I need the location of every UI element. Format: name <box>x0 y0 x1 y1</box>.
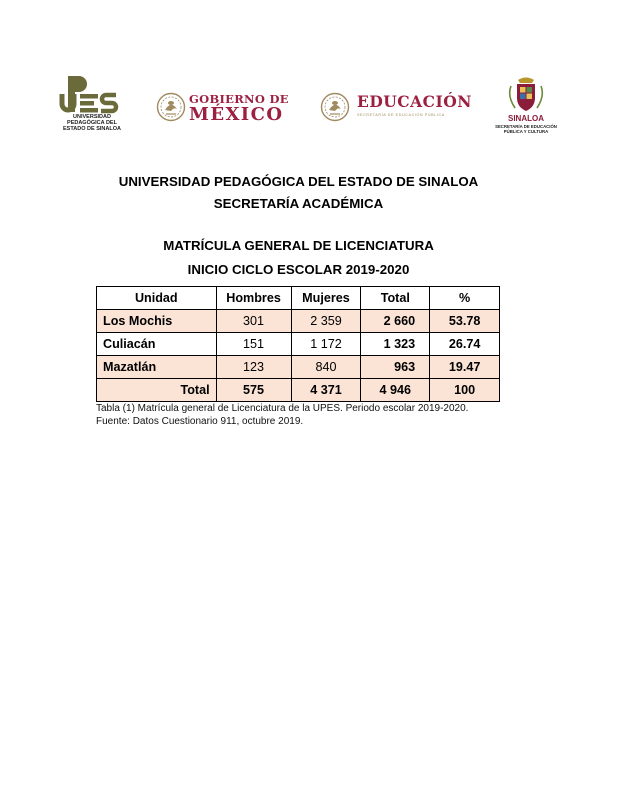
cell-pct: 19.47 <box>430 356 500 379</box>
upes-mark-icon <box>58 74 126 114</box>
cell-total-label: Total <box>97 379 217 402</box>
sinaloa-sub-2: PÚBLICA Y CULTURA <box>503 129 549 134</box>
upes-text-2: PEDAGÓGICA DEL <box>67 120 117 126</box>
cell-pct: 26.74 <box>430 333 500 356</box>
column-header-unidad: Unidad <box>97 287 217 310</box>
cell-mujeres: 840 <box>291 356 361 379</box>
cell-unidad: Mazatlán <box>97 356 217 379</box>
upes-text-1: UNIVERSIDAD <box>73 114 111 120</box>
eagle-seal-icon <box>156 90 186 124</box>
cell-total-hombres: 575 <box>216 379 291 402</box>
upes-text-3: ESTADO DE SINALOA <box>63 126 121 132</box>
table-total-row <box>97 379 500 402</box>
cell-total-mujeres: 4 371 <box>291 379 361 402</box>
sinaloa-shield-icon <box>490 76 562 114</box>
column-header-pct: % <box>430 287 500 310</box>
table-row <box>97 310 500 333</box>
cell-mujeres: 1 172 <box>291 333 361 356</box>
cell-total: 1 323 <box>361 333 430 356</box>
column-header-total: Total <box>361 287 430 310</box>
cell-mujeres: 2 359 <box>291 310 361 333</box>
sinaloa-sub-1: SECRETARÍA DE EDUCACIÓN <box>495 124 557 129</box>
table-caption: Tabla (1) Matrícula general de Licenciatura de la UPES. Periodo escolar 2019-2020. <box>96 403 469 414</box>
table-header-row <box>97 287 500 310</box>
sinaloa-logo <box>490 76 562 138</box>
cell-hombres: 301 <box>216 310 291 333</box>
university-title: UNIVERSIDAD PEDAGÓGICA DEL ESTADO DE SINALOA <box>118 174 479 189</box>
cell-total-total: 4 946 <box>361 379 430 402</box>
cell-total: 963 <box>361 356 430 379</box>
eagle-seal-icon <box>320 90 350 124</box>
cell-hombres: 123 <box>216 356 291 379</box>
gobierno-line1: GOBIERNO DE <box>189 92 289 106</box>
column-header-mujeres: Mujeres <box>291 287 361 310</box>
table-source: Fuente: Datos Cuestionario 911, octubre 2019. <box>96 416 304 427</box>
gobierno-mexico-logo <box>156 90 291 126</box>
sinaloa-name: SINALOA <box>508 114 544 123</box>
educacion-line1: EDUCACIÓN <box>357 92 472 111</box>
cell-unidad: Los Mochis <box>97 310 217 333</box>
educacion-line2: SECRETARÍA DE EDUCACIÓN PÚBLICA <box>357 113 445 117</box>
report-subtitle: INICIO CICLO ESCOLAR 2019-2020 <box>187 262 410 277</box>
report-title: MATRÍCULA GENERAL DE LICENCIATURA <box>163 238 434 253</box>
table-row <box>97 356 500 379</box>
cell-total: 2 660 <box>361 310 430 333</box>
logo-bar <box>0 74 621 138</box>
table-row <box>97 333 500 356</box>
cell-unidad: Culiacán <box>97 333 217 356</box>
cell-hombres: 151 <box>216 333 291 356</box>
educacion-logo <box>320 90 470 126</box>
gobierno-line2: MÉXICO <box>189 104 284 125</box>
department-title: SECRETARÍA ACADÉMICA <box>213 196 384 211</box>
upes-logo <box>58 74 126 138</box>
cell-pct: 53.78 <box>430 310 500 333</box>
column-header-hombres: Hombres <box>216 287 291 310</box>
cell-total-pct: 100 <box>430 379 500 402</box>
enrollment-table <box>96 286 500 402</box>
